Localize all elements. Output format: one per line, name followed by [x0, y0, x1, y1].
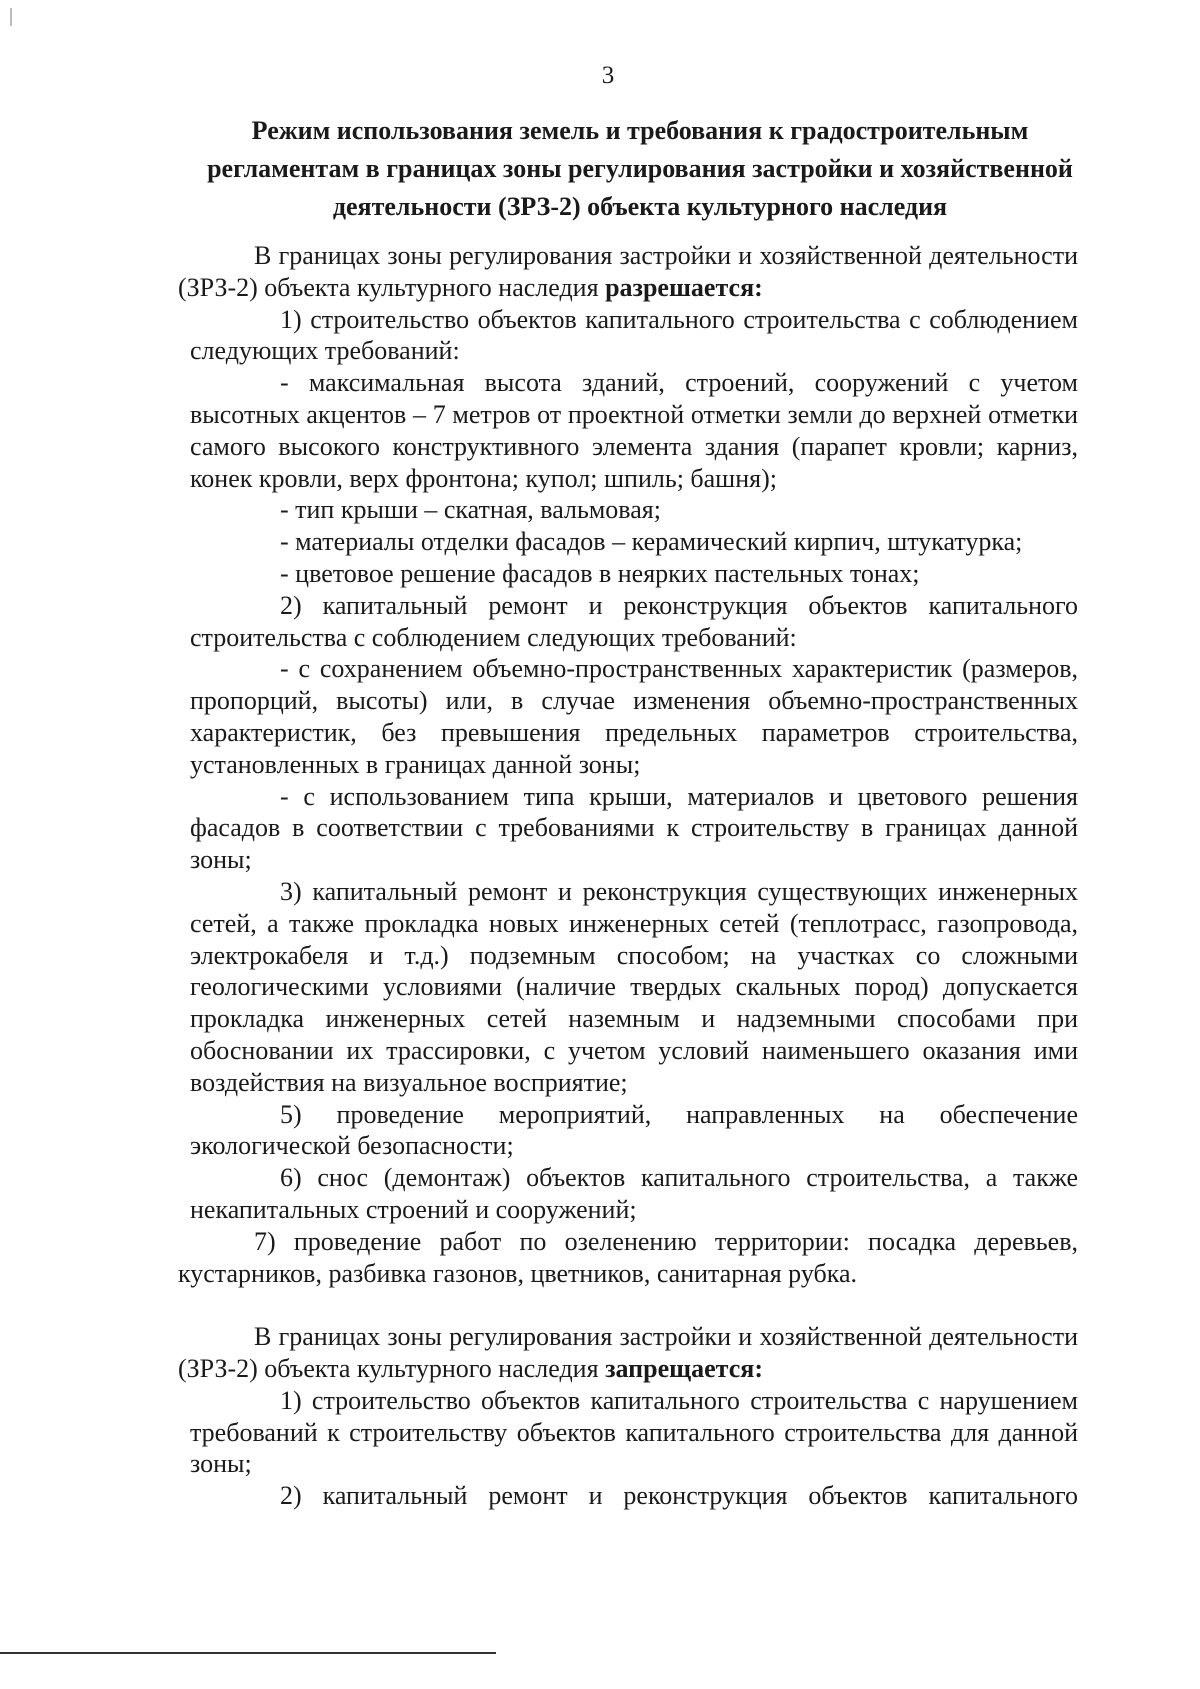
document-heading	[170, 112, 1110, 226]
prohibited-intro-text: В границах зоны регулирования застройки и хозяйственной деятельности (ЗРЗ-2) объекта культурного наследия	[178, 1322, 1078, 1384]
allowed-intro-paragraph	[178, 240, 1078, 304]
allowed-intro-text: В границах зоны регулирования застройки и хозяйственной деятельности (ЗРЗ-2) объекта культурного наследия	[178, 241, 1078, 302]
list-item: - цветовое решение фасадов в неярких пастельных тонах;	[280, 558, 920, 588]
list-item: 1) строительство объектов капитального строительства с нарушением требований к строительству объектов капитального строительства для данной зоны;	[190, 1385, 1078, 1479]
page-bottom-rule	[0, 1652, 496, 1654]
list-item: 2) капитальный ремонт и реконструкция объектов капитального строительства с соблюдением следующих требований:	[190, 590, 1078, 652]
list-item: 1) строительство объектов капитального строительства с соблюдением следующих требований:	[190, 304, 1078, 366]
document-body	[178, 240, 1078, 1512]
list-item: 6) снос (демонтаж) объектов капитального строительства, а также некапитальных строений и сооружений;	[190, 1163, 1078, 1224]
page-number: 3	[601, 62, 615, 89]
list-item: 7) проведение работ по озеленению территории: посадка деревьев, кустарников, разбивка газонов, цветников, санитарная рубка.	[178, 1226, 1078, 1288]
list-item: - материалы отделки фасадов – керамический кирпич, штукатурка;	[280, 527, 1023, 557]
prohibited-keyword: запрещается:	[605, 1354, 763, 1384]
list-item: - тип крыши – скатная, вальмовая;	[280, 495, 661, 525]
list-item: - максимальная высота зданий, строений, сооружений с учетом высотных акцентов – 7 метров от проектной отметки земли до верхней отметки самого высокого конструктивного элемента здания (парапет кровли; карниз, конек кровли, верх фронтона; купол; шпиль; башня);	[190, 368, 1078, 493]
list-item: 5) проведение мероприятий, направленных на обеспечение экологической безопасности;	[190, 1099, 1078, 1161]
heading-line: деятельности (ЗРЗ-2) объекта культурного наследия	[332, 192, 948, 221]
heading-line: Режим использования земель и требования к градостроительным	[251, 116, 1029, 145]
prohibited-intro-paragraph	[178, 1321, 1078, 1385]
list-item: 3) капитальный ремонт и реконструкция существующих инженерных сетей, а также прокладка новых инженерных сетей (теплотрасс, газопровода, электрокабеля и т.д.) подземным способом; на участках со сложными геологическими условиями (наличие твердых скальных пород) допускается прокладка инженерных сетей наземным и надземными способами при обосновании их трассировки, с учетом условий наименьшего оказания ими воздействия на визуальное восприятие;	[190, 876, 1078, 1097]
list-item: - с сохранением объемно-пространственных характеристик (размеров, пропорций, высоты) или, в случае изменения объемно-пространственных характеристик, без превышения предельных параметров строительства, установленных в границах данной зоны;	[190, 654, 1078, 779]
allowed-keyword: разрешается:	[605, 272, 763, 302]
heading-line: регламентам в границах зоны регулирования застройки и хозяйственной	[207, 154, 1073, 183]
list-item: - с использованием типа крыши, материалов и цветового решения фасадов в соответствии с требованиями к строительству в границах данной зоны;	[190, 781, 1078, 875]
scan-edge-mark	[10, 8, 12, 26]
list-item: 2) капитальный ремонт и реконструкция объектов капитального	[280, 1481, 1078, 1511]
